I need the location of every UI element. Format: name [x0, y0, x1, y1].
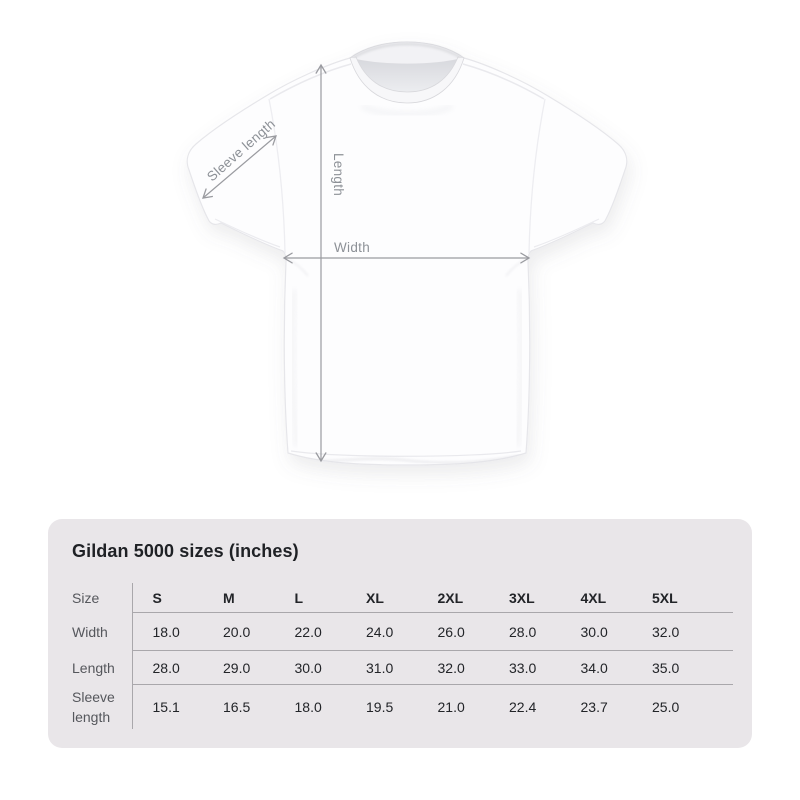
row-label-width: Width: [72, 624, 108, 640]
length-value: 30.0: [275, 651, 347, 685]
col-header-l: L: [275, 583, 347, 613]
width-value: 28.0: [489, 613, 561, 651]
col-header-s: S: [132, 583, 204, 613]
size-header-label: Size: [72, 590, 100, 606]
size-chart-title: Gildan 5000 sizes (inches): [72, 541, 299, 561]
length-label: Length: [331, 153, 346, 197]
width-value: 26.0: [418, 613, 490, 651]
length-value: 29.0: [203, 651, 275, 685]
sleeve-length-value: 23.7: [580, 699, 608, 715]
sleeve-length-value: 25.0: [652, 699, 680, 715]
sleeve-length-value: 15.1: [132, 685, 204, 729]
sleeve-length-value: 22.4: [509, 699, 537, 715]
length-value: 32.0: [418, 651, 490, 685]
length-value: 33.0: [489, 651, 561, 685]
width-value: 32.0: [632, 613, 733, 651]
width-value: 30.0: [561, 613, 633, 651]
col-header-4xl: 4XL: [561, 583, 633, 613]
length-value: 31.0: [346, 651, 418, 685]
col-header-xl: XL: [346, 583, 418, 613]
width-value: 22.0: [275, 613, 347, 651]
col-header-m: M: [203, 583, 275, 613]
col-header-5xl: 5XL: [632, 583, 733, 613]
col-header-3xl: 3XL: [489, 583, 561, 613]
length-value: 28.0: [132, 651, 204, 685]
width-value: 20.0: [203, 613, 275, 651]
sleeve-length-value: 21.0: [437, 699, 465, 715]
width-value: 18.0: [132, 613, 204, 651]
sleeve-length-value: 18.0: [294, 699, 322, 715]
row-label-sleeve-length: Sleeve length: [72, 689, 115, 725]
tshirt-body: [187, 42, 627, 465]
width-value: 24.0: [346, 613, 418, 651]
size-table: [72, 583, 733, 729]
sleeve-length-value: 19.5: [366, 699, 394, 715]
row-label-length: Length: [72, 660, 115, 676]
length-value: 34.0: [561, 651, 633, 685]
width-label: Width: [334, 240, 371, 255]
length-value: 35.0: [632, 651, 733, 685]
sleeve-length-value: 16.5: [223, 699, 251, 715]
sleeve-length-label: Sleeve length: [204, 116, 279, 185]
size-chart-panel: [48, 519, 752, 748]
col-header-2xl: 2XL: [418, 583, 490, 613]
